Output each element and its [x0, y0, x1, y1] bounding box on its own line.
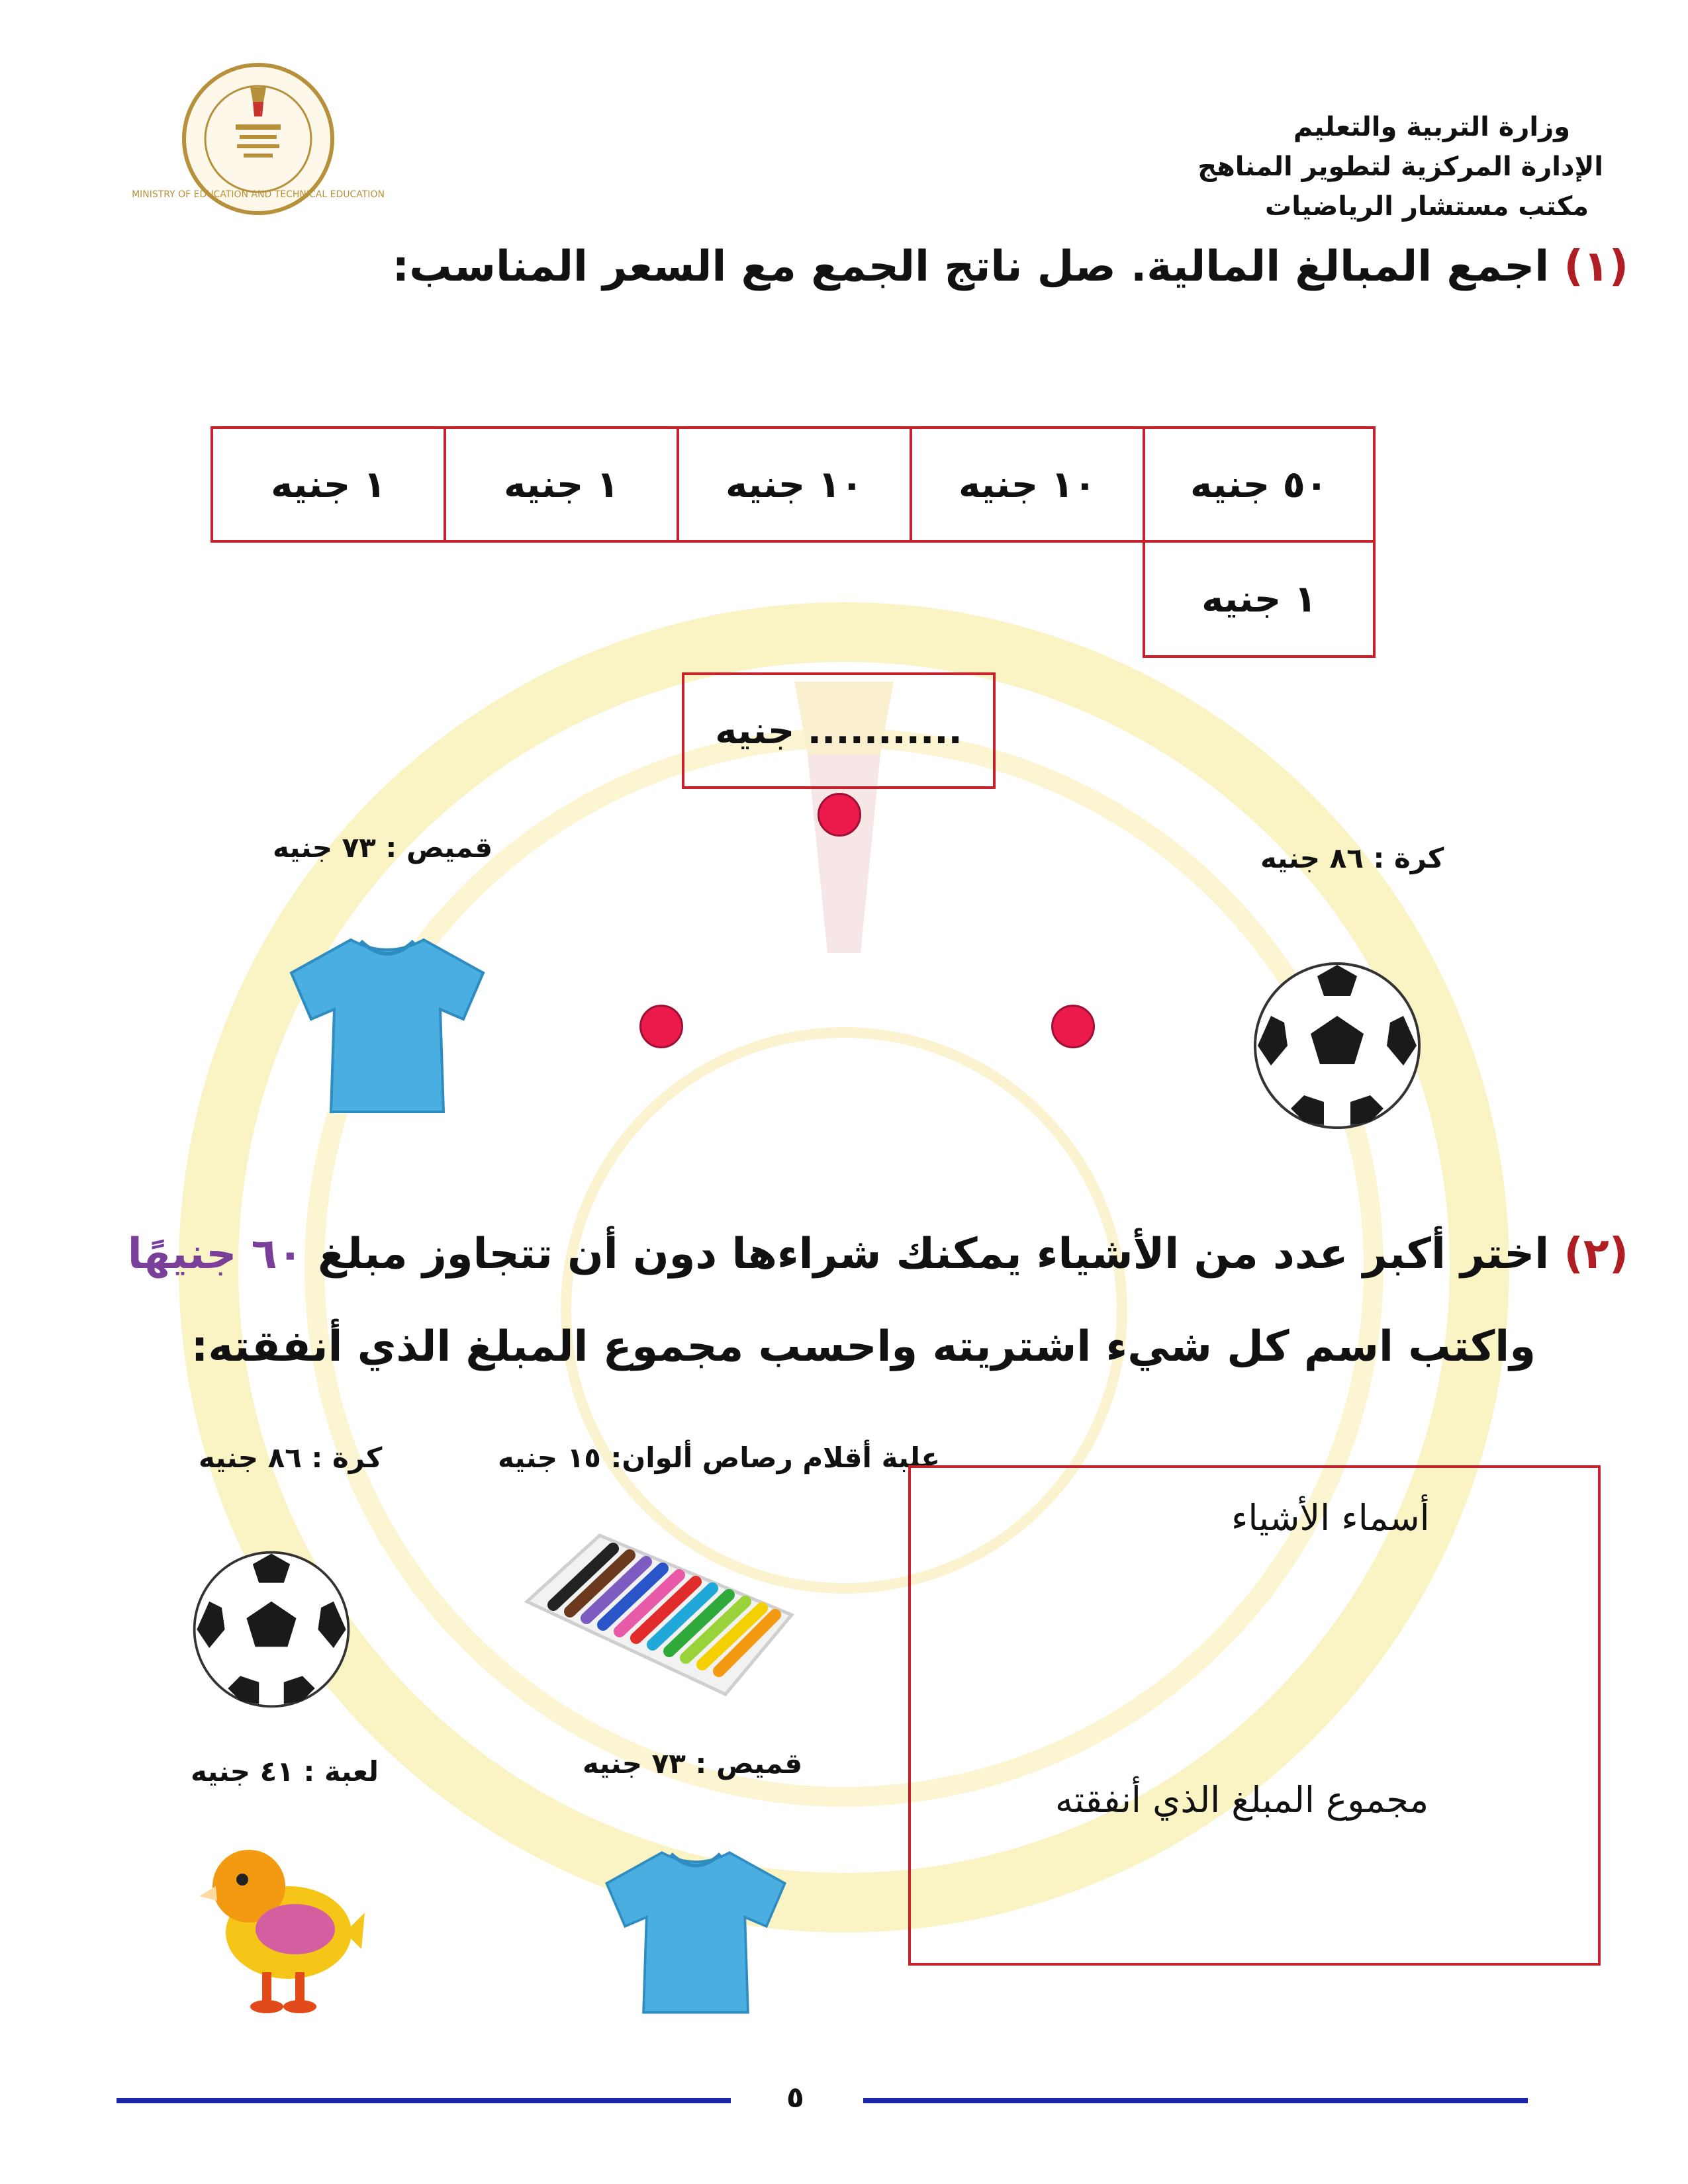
ball-price-label: كرة : ٨٦ جنيه [199, 1441, 383, 1474]
header-department: الإدارة المركزية لتطوير المناهج [1197, 152, 1603, 182]
question-1 [393, 242, 1628, 291]
header-office: مكتب مستشار الرياضيات [1265, 191, 1589, 222]
question-1-text: اجمع المبالغ المالية. صل ناتج الجمع مع السعر المناسب: [392, 242, 1550, 291]
match-dot-shirt[interactable] [639, 1005, 683, 1048]
colored-pencils-image [507, 1522, 805, 1707]
shirt-price-label: قميص : ٧٣ جنيه [583, 1747, 803, 1780]
page-number: ٥ [786, 2081, 804, 2115]
ministry-logo [132, 61, 385, 217]
footer-line-left [117, 2098, 731, 2103]
match-dot-sum[interactable] [818, 793, 861, 837]
ball-price-label: كرة : ٨٦ جنيه [1260, 842, 1444, 874]
shirt-image [600, 1846, 792, 2019]
coin-cell: ١٠ جنيه [677, 426, 912, 543]
footer-line-right [863, 2098, 1528, 2103]
match-dot-ball[interactable] [1051, 1005, 1095, 1048]
purchase-answer-box[interactable] [908, 1465, 1601, 1966]
total-spent-label: مجموع المبلغ الذي أنفقته [1055, 1779, 1429, 1821]
shirt-image [285, 933, 490, 1118]
items-names-label: أسماء الأشياء [1231, 1497, 1430, 1539]
header-ministry: وزارة التربية والتعليم [1293, 112, 1570, 142]
question-2-number: (٢) [1564, 1230, 1628, 1279]
soccer-ball-image [191, 1549, 352, 1710]
pencils-price-label: علبة أقلام رصاص ألوان: ١٥ جنيه [498, 1441, 941, 1474]
toy-bird-price-label: لعبة : ٤١ جنيه [191, 1755, 379, 1788]
question-2-line-1 [128, 1230, 1628, 1279]
question-2-amount: ٦٠ جنيهًا [127, 1230, 303, 1279]
coin-cell: ٥٠ جنيه [1143, 426, 1376, 543]
question-1-number: (١) [1564, 242, 1628, 291]
sum-answer-box[interactable]: ........... جنيه [682, 672, 996, 789]
soccer-ball-image [1251, 960, 1423, 1132]
logo-ring-text: MINISTRY OF EDUCATION AND TECHNICAL EDUCATION [132, 189, 385, 200]
question-2-text: اختر أكبر عدد من الأشياء يمكنك شراءها دون أن تتجاوز مبلغ [318, 1230, 1550, 1279]
question-2-line-2: واكتب اسم كل شيء اشتريته واحسب مجموع المبلغ الذي أنفقته: [191, 1322, 1536, 1371]
toy-bird-image [196, 1833, 368, 2019]
coin-cell-extra: ١ جنيه [1143, 540, 1376, 658]
shirt-price-label: قميص : ٧٣ جنيه [273, 831, 493, 864]
coin-cell: ١ جنيه [211, 426, 446, 543]
coin-cell: ١ جنيه [444, 426, 679, 543]
coin-cell: ١٠ جنيه [910, 426, 1145, 543]
